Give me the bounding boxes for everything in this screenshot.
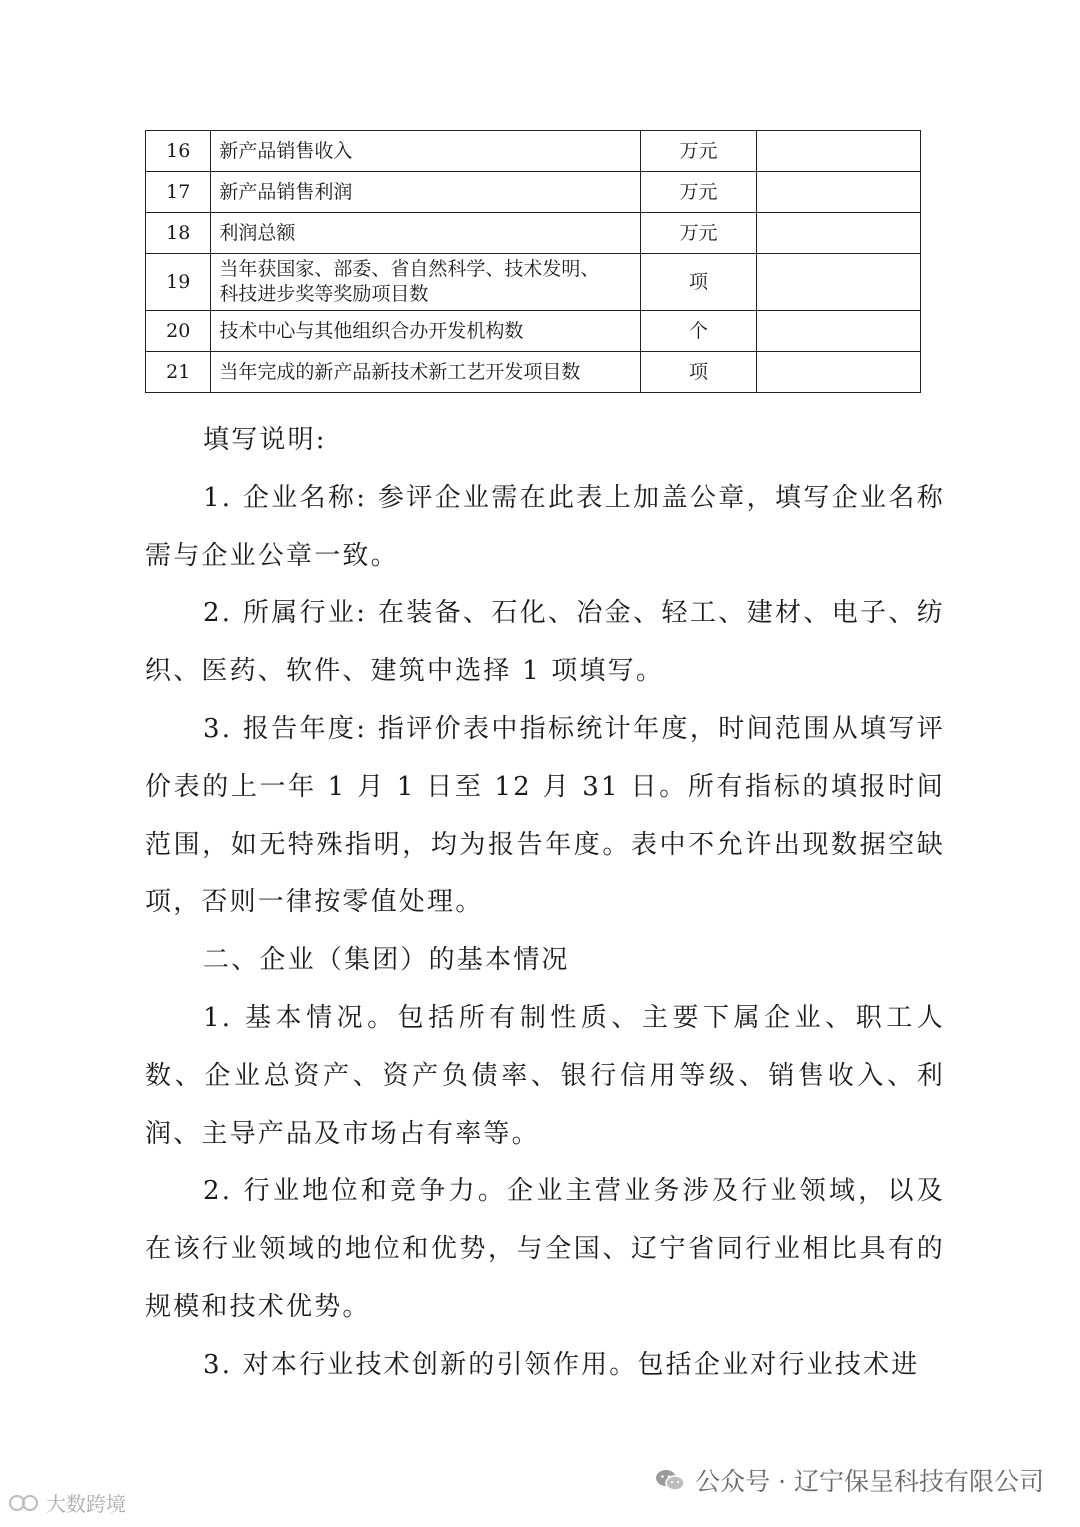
watermark xyxy=(8,1488,126,1517)
row-number: 21 xyxy=(146,352,211,393)
indicators-table xyxy=(145,130,921,393)
indicator-name-line1: 当年获国家、部委、省自然科学、技术发明、 xyxy=(219,258,600,280)
wechat-account-footer[interactable] xyxy=(655,1462,1044,1498)
value-cell xyxy=(756,131,920,172)
indicator-name: 当年完成的新产品新技术新工艺开发项目数 xyxy=(211,352,641,393)
value-cell xyxy=(756,254,920,311)
note-item-1: 1. 企业名称: 参评企业需在此表上加盖公章，填写企业名称需与企业公章一致。 xyxy=(145,482,945,571)
row-number: 20 xyxy=(146,311,211,352)
unit-cell: 万元 xyxy=(641,213,757,254)
section2-heading: 二、企业（集团）的基本情况 xyxy=(203,945,570,976)
indicator-name-line2: 科技进步奖等奖励项目数 xyxy=(219,283,429,305)
table-row xyxy=(146,311,921,352)
bigdata-cross-border-logo xyxy=(8,1492,42,1514)
notes-heading: 填写说明: xyxy=(203,425,327,455)
unit-cell: 万元 xyxy=(641,172,757,213)
value-cell xyxy=(756,352,920,393)
table-row xyxy=(146,213,921,254)
row-number: 19 xyxy=(146,254,211,311)
note-item-3: 3. 报告年度: 指评价表中指标统计年度，时间范围从填写评价表的上一年 1 月 1 日至 12 月 31 日。所有指标的填报时间范围，如无特殊指明，均为报告年度。表中不允许出现数据空缺项，否则一律按零值处理。 xyxy=(145,713,945,918)
row-number: 18 xyxy=(146,213,211,254)
indicator-name: 技术中心与其他组织合办开发机构数 xyxy=(211,311,641,352)
unit-cell: 项 xyxy=(641,254,757,311)
wechat-icon xyxy=(655,1468,685,1492)
section2-item-1: 1. 基本情况。包括所有制性质、主要下属企业、职工人数、企业总资产、资产负债率、银行信用等级、销售收入、利润、主导产品及市场占有率等。 xyxy=(145,1002,945,1149)
row-number: 16 xyxy=(146,131,211,172)
wechat-account-label: 公众号 · 辽宁保呈科技有限公司 xyxy=(695,1467,1044,1496)
unit-cell: 个 xyxy=(641,311,757,352)
table-row xyxy=(146,172,921,213)
indicator-name: 新产品销售利润 xyxy=(211,172,641,213)
row-number: 17 xyxy=(146,172,211,213)
section2-item-3: 3. 对本行业技术创新的引领作用。包括企业对行业技术进 xyxy=(203,1349,920,1380)
unit-cell: 项 xyxy=(641,352,757,393)
watermark-text: 大数跨境 xyxy=(46,1492,126,1516)
indicator-name xyxy=(211,254,641,311)
table-row xyxy=(146,131,921,172)
document-body xyxy=(145,412,945,1395)
note-item-2: 2. 所属行业: 在装备、石化、冶金、轻工、建材、电子、纺织、医药、软件、建筑中选择 1 项填写。 xyxy=(145,598,945,687)
value-cell xyxy=(756,213,920,254)
value-cell xyxy=(756,172,920,213)
section2-item-2: 2. 行业地位和竞争力。企业主营业务涉及行业领域，以及在该行业领域的地位和优势，与全国、辽宁省同行业相比具有的规模和技术优势。 xyxy=(145,1176,945,1322)
indicator-name: 新产品销售收入 xyxy=(211,131,641,172)
indicator-name: 利润总额 xyxy=(211,213,641,254)
table-row xyxy=(146,254,921,311)
unit-cell: 万元 xyxy=(641,131,757,172)
table-row xyxy=(146,352,921,393)
value-cell xyxy=(756,311,920,352)
